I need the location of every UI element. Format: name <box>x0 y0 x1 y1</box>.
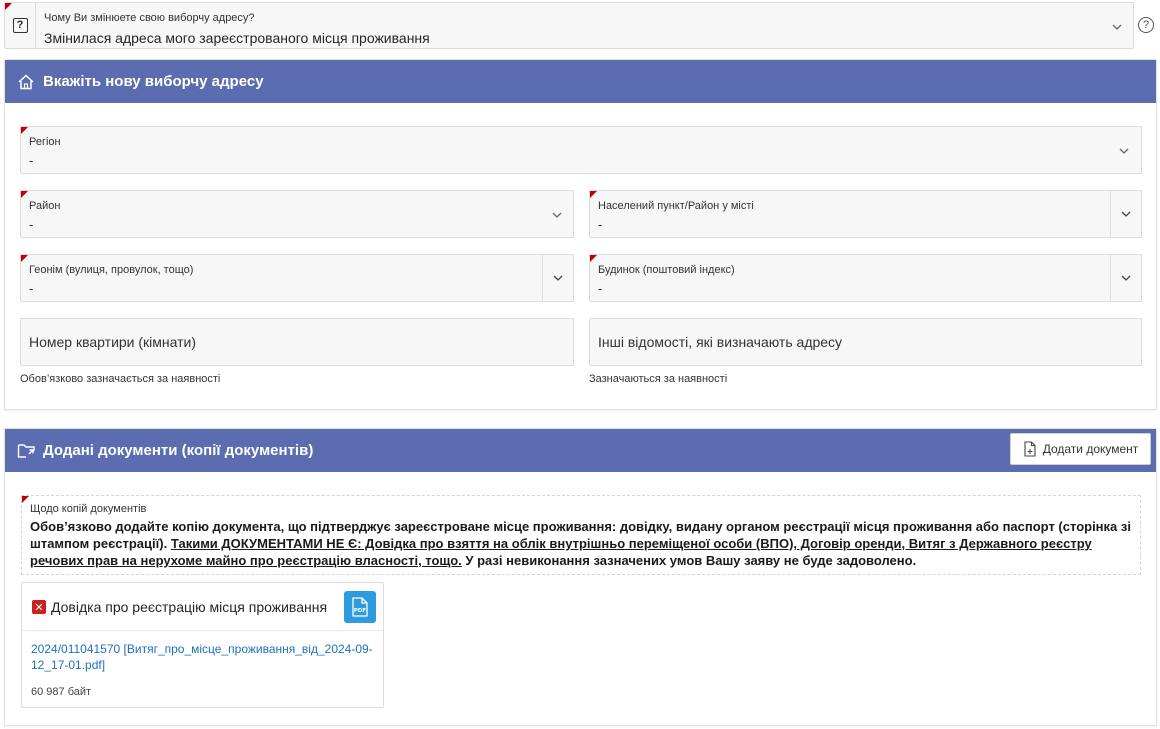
document-file-size: 60 987 байт <box>31 686 92 698</box>
address-panel <box>4 59 1157 410</box>
error-x-icon: ✕ <box>32 600 46 614</box>
documents-notice <box>21 495 1141 575</box>
apartment-placeholder: Номер квартири (кімнати) <box>29 334 197 350</box>
district-label: Район <box>29 200 61 212</box>
region-value: - <box>29 153 34 168</box>
building-select[interactable] <box>589 254 1142 302</box>
add-document-label: Додати документ <box>1042 442 1139 456</box>
street-select[interactable] <box>20 254 574 302</box>
reason-value: Змінилася адреса мого зареєстрованого місця проживання <box>44 30 430 46</box>
chevron-down-icon <box>1119 146 1129 156</box>
other-info-placeholder: Інші відомості, які визначають адресу <box>598 334 843 350</box>
document-card <box>21 582 384 708</box>
required-flag <box>21 191 28 198</box>
address-panel-header <box>5 60 1156 103</box>
building-label: Будинок (поштовий індекс) <box>598 264 735 276</box>
required-flag <box>590 191 597 198</box>
building-dropdown-button[interactable] <box>1110 255 1141 301</box>
reason-label: Чому Ви змінюете свою виборчу адресу? <box>44 12 255 24</box>
other-info-hint: Зазначаються за наявності <box>589 373 728 385</box>
settlement-value: - <box>598 217 603 232</box>
notice-part3: : Довідка про взяття на облік внутрішньо переміщеної особи (ВПО), Договір оренди, Витяг з Державного реєстру речових прав на нерухоме майно про реєстрацію власності, тощо. <box>30 536 1092 568</box>
region-label: Регіон <box>29 136 61 148</box>
pdf-file-icon[interactable] <box>344 591 376 623</box>
required-flag <box>5 3 12 10</box>
chevron-down-icon <box>1112 22 1122 32</box>
chevron-down-icon <box>553 273 563 283</box>
address-panel-title: Вкажіть нову виборчу адресу <box>43 73 264 90</box>
required-flag <box>22 496 29 503</box>
notice-label: Щодо копій документів <box>30 503 147 515</box>
required-flag <box>21 255 28 262</box>
chevron-down-icon <box>1121 273 1131 283</box>
help-circle-icon[interactable]: ? <box>1138 17 1154 33</box>
file-add-icon <box>1023 441 1037 457</box>
region-select[interactable] <box>20 126 1142 174</box>
required-flag <box>590 255 597 262</box>
apartment-hint: Обов’язково зазначається за наявності <box>20 373 221 385</box>
settlement-dropdown-button[interactable] <box>1110 191 1141 237</box>
settlement-select[interactable] <box>589 190 1142 238</box>
pdf-badge-text: PDF <box>353 608 367 614</box>
documents-panel-header <box>5 429 1156 472</box>
required-flag <box>21 127 28 134</box>
street-value: - <box>29 281 34 296</box>
notice-part4: У разі невиконання зазначених умов Вашу заяву не буде задоволено. <box>461 553 917 568</box>
notice-part2: Такими ДОКУМЕНТАМИ НЕ Є <box>170 536 358 551</box>
street-label: Геонім (вулиця, провулок, тощо) <box>29 264 194 276</box>
home-icon <box>17 72 37 92</box>
chevron-down-icon <box>552 210 562 220</box>
building-value: - <box>598 281 603 296</box>
other-info-input[interactable] <box>589 318 1142 366</box>
notice-text <box>30 518 1134 569</box>
notice-part1: Обов’язково додайте копію документа, що підтверджує зареєстроване місце проживання: довідку, видану органом реєстрації місця проживання або паспорт (сторінка зі штампом реєстрації). <box>30 519 1131 551</box>
street-dropdown-button[interactable] <box>542 255 573 301</box>
add-document-button[interactable] <box>1010 433 1151 465</box>
change-reason-select[interactable] <box>4 2 1134 49</box>
question-box-icon: ? <box>13 18 28 33</box>
chevron-down-icon <box>1121 209 1131 219</box>
district-select[interactable] <box>20 190 574 238</box>
document-card-header <box>22 583 383 631</box>
folder-upload-icon <box>17 441 37 461</box>
documents-panel-title: Додані документи (копії документів) <box>43 442 314 459</box>
documents-panel <box>4 428 1157 726</box>
district-value: - <box>29 217 34 232</box>
apartment-input[interactable] <box>20 318 574 366</box>
settlement-label: Населений пункт/Район у місті <box>598 200 754 212</box>
document-title: Довідка про реєстрацію місця проживання <box>51 599 328 615</box>
document-file-link[interactable]: 2024/011041570 [Витяг_про_місце_проживання_від_2024-09-12_17-01.pdf] <box>31 642 373 672</box>
